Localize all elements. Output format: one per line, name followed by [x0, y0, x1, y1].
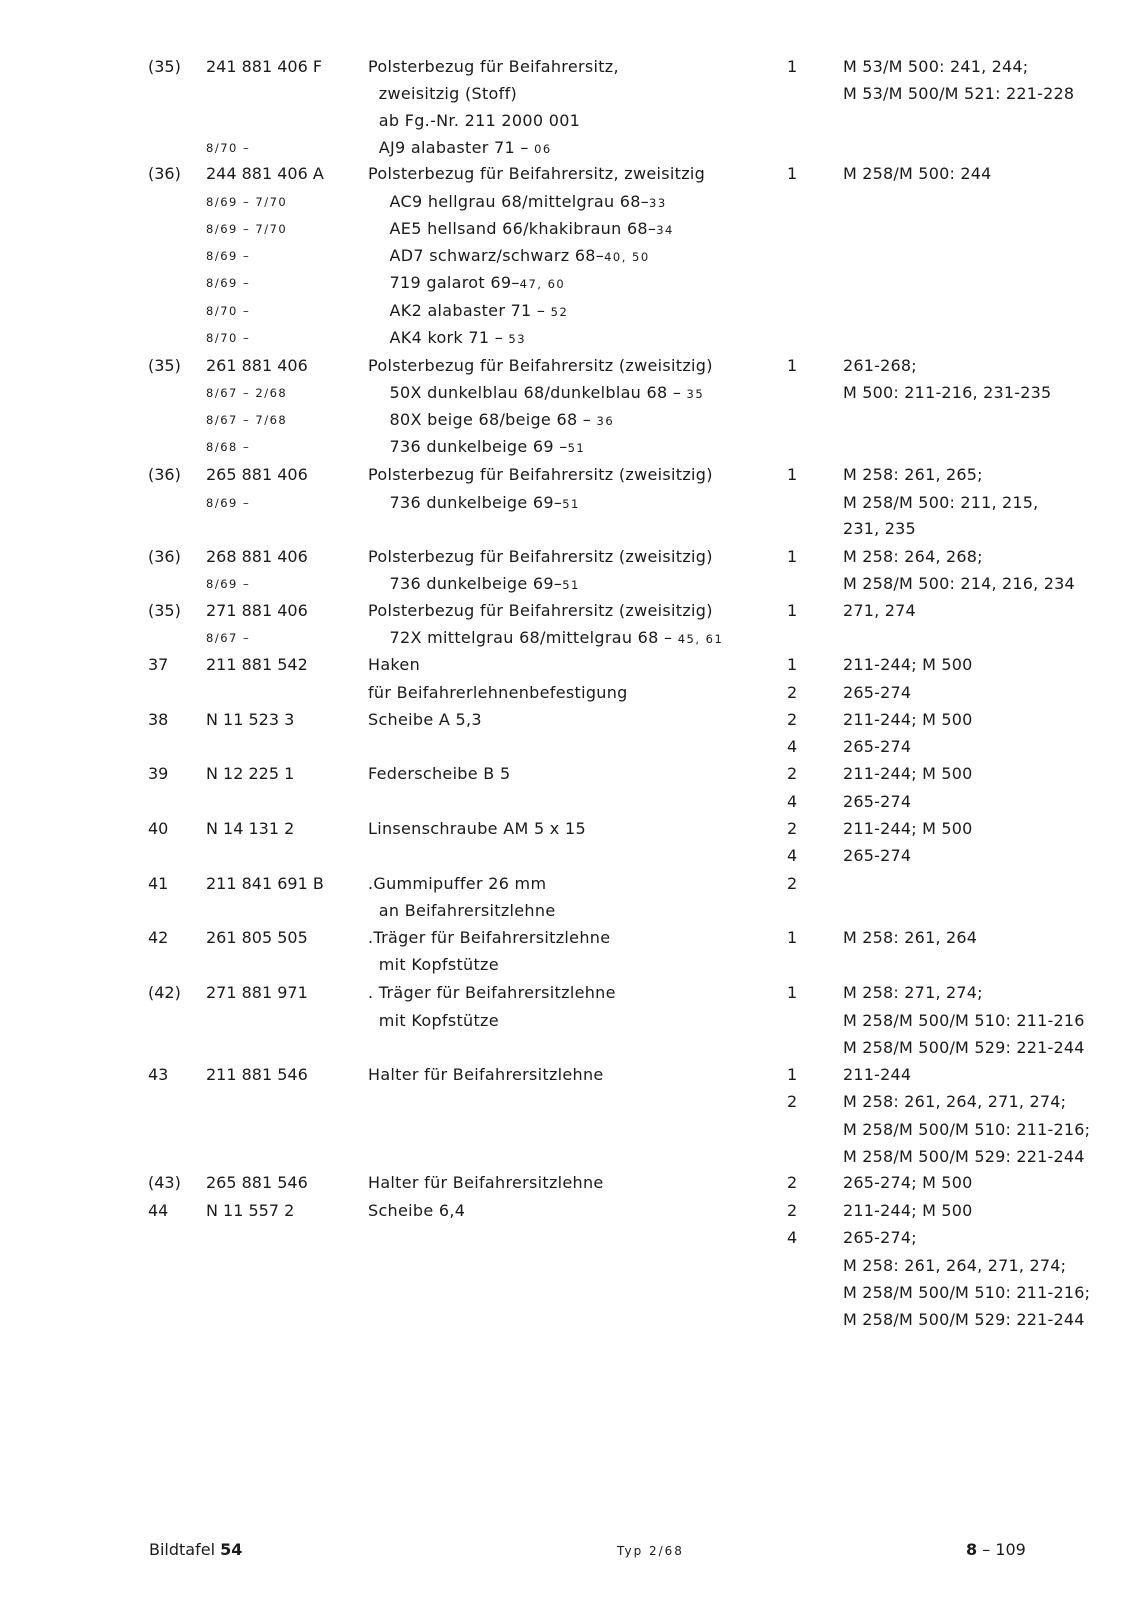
ref-number: (35): [148, 356, 181, 375]
table-row: [0, 1197, 1137, 1225]
part-number: 271 881 971: [206, 983, 308, 1002]
part-number: 211 881 546: [206, 1065, 308, 1084]
color-code: 51: [562, 497, 580, 511]
description: [368, 870, 546, 898]
description: [368, 297, 568, 326]
remark: 265-274: [843, 792, 912, 811]
quantity: 2: [787, 1092, 798, 1111]
description-text: Scheibe 6,4: [368, 1201, 466, 1220]
remark: 265-274; M 500: [843, 1173, 973, 1192]
description-text: Polsterbezug für Beifahrersitz (zweisitzig): [368, 547, 713, 566]
remark: 271, 274: [843, 601, 916, 620]
remark: 265-274: [843, 737, 912, 756]
color-code: 51: [567, 441, 586, 455]
description: [368, 706, 482, 734]
table-row: [0, 1306, 1137, 1334]
description-text: Polsterbezug für Beifahrersitz,: [368, 57, 619, 76]
description: [368, 188, 667, 217]
description-text: Federscheibe B 5: [368, 764, 511, 783]
page-separator: –: [977, 1540, 996, 1559]
remark: M 258: 264, 268;: [843, 547, 983, 566]
quantity: 1: [787, 57, 798, 76]
description-text: ab Fg.-Nr. 211 2000 001: [368, 111, 581, 130]
description: [368, 1007, 499, 1035]
description-text: 50X dunkelblau 68/dunkelblau 68 –: [368, 383, 687, 402]
validity-date: 8/69 –: [206, 577, 251, 591]
page-num: 109: [995, 1540, 1026, 1559]
ref-number: 39: [148, 764, 169, 783]
remark: 261-268;: [843, 356, 917, 375]
remark: M 258/M 500/M 510: 211-216;: [843, 1120, 1091, 1139]
remark: M 53/M 500/M 521: 221-228: [843, 84, 1075, 103]
remark: M 53/M 500: 241, 244;: [843, 57, 1029, 76]
remark: 211-244; M 500: [843, 764, 973, 783]
remark: M 258: 261, 264, 271, 274;: [843, 1092, 1067, 1111]
quantity: 1: [787, 1065, 798, 1084]
remark: M 258: 261, 265;: [843, 465, 983, 484]
description: [368, 134, 552, 163]
table-row: [0, 733, 1137, 761]
ref-number: (35): [148, 601, 181, 620]
description: [368, 679, 628, 707]
description-text: 736 dunkelbeige 69–: [368, 493, 563, 512]
ref-number: 43: [148, 1065, 169, 1084]
description: [368, 215, 674, 244]
remark: M 500: 211-216, 231-235: [843, 383, 1052, 402]
ref-number: (36): [148, 465, 181, 484]
table-row: [0, 924, 1137, 952]
quantity: 2: [787, 764, 798, 783]
table-row: [0, 1279, 1137, 1307]
description: [368, 624, 723, 653]
quantity: 2: [787, 683, 798, 702]
remark: M 258: 261, 264: [843, 928, 978, 947]
table-row: [0, 324, 1137, 352]
table-row: [0, 433, 1137, 461]
table-row: [0, 188, 1137, 216]
color-code: 06: [534, 142, 552, 156]
description-text: AC9 hellgrau 68/mittelgrau 68–: [368, 192, 650, 211]
table-row: [0, 406, 1137, 434]
table-row: [0, 53, 1137, 81]
table-row: [0, 870, 1137, 898]
ref-number: (43): [148, 1173, 181, 1192]
quantity: 4: [787, 737, 798, 756]
quantity: 2: [787, 1173, 798, 1192]
description-text: Halter für Beifahrersitzlehne: [368, 1065, 604, 1084]
table-row: [0, 1224, 1137, 1252]
description-text: Polsterbezug für Beifahrersitz (zweisitzig): [368, 601, 713, 620]
description: [368, 269, 565, 298]
part-number: 261 805 505: [206, 928, 308, 947]
remark: M 258/M 500: 214, 216, 234: [843, 574, 1075, 593]
quantity: 1: [787, 547, 798, 566]
description: [368, 1197, 465, 1225]
description-text: . Träger für Beifahrersitzlehne: [368, 983, 616, 1002]
table-row: [0, 788, 1137, 816]
table-row: [0, 379, 1137, 407]
table-row: [0, 951, 1137, 979]
page-number: [966, 1540, 1026, 1559]
color-code: 53: [508, 332, 527, 346]
quantity: 4: [787, 792, 798, 811]
table-row: [0, 706, 1137, 734]
quantity: 1: [787, 465, 798, 484]
type-label: Typ 2/68: [617, 1544, 684, 1558]
plate-label: Bildtafel: [149, 1540, 216, 1559]
description: [368, 597, 713, 625]
ref-number: 44: [148, 1201, 169, 1220]
description-text: zweisitzig (Stoff): [368, 84, 518, 103]
description: [368, 433, 585, 462]
validity-date: 8/70 –: [206, 331, 251, 345]
table-row: [0, 107, 1137, 135]
table-row: [0, 134, 1137, 162]
quantity: 1: [787, 655, 798, 674]
table-row: [0, 760, 1137, 788]
table-row: [0, 815, 1137, 843]
description-text: Linsenschraube AM 5 x 15: [368, 819, 586, 838]
part-number: N 14 131 2: [206, 819, 295, 838]
table-row: [0, 461, 1137, 489]
description: [368, 352, 713, 380]
quantity: 1: [787, 601, 798, 620]
color-code: 33: [649, 196, 667, 210]
description: [368, 160, 705, 188]
remark: M 258/M 500/M 529: 221-244: [843, 1310, 1085, 1329]
table-row: [0, 1143, 1137, 1171]
part-number: N 12 225 1: [206, 764, 295, 783]
description-text: Polsterbezug für Beifahrersitz (zweisitzig): [368, 465, 713, 484]
ref-number: (35): [148, 57, 181, 76]
description: [368, 461, 713, 489]
quantity: 1: [787, 164, 798, 183]
table-row: [0, 80, 1137, 108]
remark: 211-244; M 500: [843, 819, 973, 838]
remark: 231, 235: [843, 519, 916, 538]
table-row: [0, 515, 1137, 543]
description-text: .Träger für Beifahrersitzlehne: [368, 928, 611, 947]
part-number: 265 881 546: [206, 1173, 308, 1192]
page-section: 8: [966, 1540, 978, 1559]
quantity: 4: [787, 846, 798, 865]
remark: M 258/M 500: 244: [843, 164, 992, 183]
validity-date: 8/69 – 7/70: [206, 195, 288, 209]
description: [368, 1061, 604, 1089]
color-code: 51: [562, 578, 580, 592]
validity-date: 8/70 –: [206, 141, 251, 155]
description-text: Scheibe A 5,3: [368, 710, 482, 729]
table-row: [0, 1169, 1137, 1197]
remark: M 258/M 500/M 529: 221-244: [843, 1038, 1085, 1057]
validity-date: 8/67 – 2/68: [206, 386, 288, 400]
quantity: 1: [787, 356, 798, 375]
description: [368, 651, 420, 679]
remark: 211-244; M 500: [843, 655, 973, 674]
remark: 265-274: [843, 846, 912, 865]
ref-number: (36): [148, 547, 181, 566]
table-row: [0, 1088, 1137, 1116]
description-text: AK2 alabaster 71 –: [368, 301, 551, 320]
plate-reference: [149, 1540, 242, 1559]
table-row: [0, 570, 1137, 598]
plate-number: 54: [220, 1540, 243, 1559]
validity-date: 8/67 – 7/68: [206, 413, 288, 427]
table-row: [0, 842, 1137, 870]
description: [368, 543, 713, 571]
table-row: [0, 352, 1137, 380]
description: [368, 815, 586, 843]
part-number: 241 881 406 F: [206, 57, 323, 76]
description-text: für Beifahrerlehnenbefestigung: [368, 683, 628, 702]
description-text: 80X beige 68/beige 68 –: [368, 410, 597, 429]
ref-number: (42): [148, 983, 181, 1002]
color-code: 34: [656, 223, 674, 237]
table-row: [0, 979, 1137, 1007]
remark: 211-244; M 500: [843, 1201, 973, 1220]
color-code: 47, 60: [519, 277, 566, 291]
remark: M 258/M 500: 211, 215,: [843, 493, 1039, 512]
remark: M 258/M 500/M 510: 211-216;: [843, 1283, 1091, 1302]
table-row: [0, 297, 1137, 325]
color-code: 52: [550, 305, 569, 319]
description-text: Haken: [368, 655, 421, 674]
quantity: 2: [787, 1201, 798, 1220]
table-row: [0, 651, 1137, 679]
description: [368, 242, 650, 271]
part-number: N 11 523 3: [206, 710, 295, 729]
color-code: 35: [686, 387, 705, 401]
description-text: 719 galarot 69–: [368, 273, 520, 292]
description-text: 736 dunkelbeige 69–: [368, 574, 563, 593]
part-number: 268 881 406: [206, 547, 308, 566]
color-code: 36: [596, 414, 615, 428]
remark: M 258/M 500/M 510: 211-216: [843, 1011, 1085, 1030]
description: [368, 107, 580, 135]
color-code: 40, 50: [604, 250, 650, 264]
validity-date: 8/69 – 7/70: [206, 222, 288, 236]
quantity: 1: [787, 983, 798, 1002]
ref-number: 40: [148, 819, 169, 838]
description-text: an Beifahrersitzlehne: [368, 901, 556, 920]
part-number: 261 881 406: [206, 356, 308, 375]
table-row: [0, 1061, 1137, 1089]
table-row: [0, 597, 1137, 625]
description-text: AD7 schwarz/schwarz 68–: [368, 246, 605, 265]
remark: M 258: 261, 264, 271, 274;: [843, 1256, 1067, 1275]
validity-date: 8/69 –: [206, 496, 251, 510]
ref-number: 37: [148, 655, 169, 674]
quantity: 2: [787, 710, 798, 729]
table-row: [0, 1007, 1137, 1035]
description: [368, 760, 510, 788]
table-row: [0, 624, 1137, 652]
remark: M 258/M 500/M 529: 221-244: [843, 1147, 1085, 1166]
description-text: Polsterbezug für Beifahrersitz (zweisitzig): [368, 356, 713, 375]
description: [368, 924, 610, 952]
table-row: [0, 215, 1137, 243]
description: [368, 53, 619, 81]
validity-date: 8/67 –: [206, 631, 251, 645]
ref-number: 38: [148, 710, 169, 729]
quantity: 2: [787, 819, 798, 838]
description: [368, 489, 580, 518]
description: [368, 570, 580, 599]
quantity: 4: [787, 1228, 798, 1247]
table-row: [0, 489, 1137, 517]
remark: M 258: 271, 274;: [843, 983, 983, 1002]
table-row: [0, 1034, 1137, 1062]
table-row: [0, 897, 1137, 925]
description: [368, 951, 499, 979]
remark: 265-274;: [843, 1228, 917, 1247]
color-code: 45, 61: [677, 632, 724, 646]
table-row: [0, 160, 1137, 188]
validity-date: 8/70 –: [206, 304, 251, 318]
description: [368, 897, 555, 925]
table-row: [0, 242, 1137, 270]
table-row: [0, 269, 1137, 297]
description-text: Polsterbezug für Beifahrersitz, zweisitzig: [368, 164, 706, 183]
description-text: 72X mittelgrau 68/mittelgrau 68 –: [368, 628, 678, 647]
validity-date: 8/69 –: [206, 249, 251, 263]
ref-number: 41: [148, 874, 169, 893]
part-number: 265 881 406: [206, 465, 308, 484]
description: [368, 979, 616, 1007]
description-text: AJ9 alabaster 71 –: [368, 138, 535, 157]
table-row: [0, 1116, 1137, 1144]
description: [368, 324, 526, 353]
description-text: AE5 hellsand 66/khakibraun 68–: [368, 219, 657, 238]
description-text: mit Kopfstütze: [368, 1011, 499, 1030]
validity-date: 8/69 –: [206, 276, 251, 290]
description: [368, 1169, 604, 1197]
table-row: [0, 1252, 1137, 1280]
ref-number: (36): [148, 164, 181, 183]
part-number: 211 881 542: [206, 655, 308, 674]
description-text: mit Kopfstütze: [368, 955, 499, 974]
remark: 211-244; M 500: [843, 710, 973, 729]
table-row: [0, 543, 1137, 571]
description: [368, 379, 704, 408]
ref-number: 42: [148, 928, 169, 947]
description-text: AK4 kork 71 –: [368, 328, 509, 347]
part-number: 211 841 691 B: [206, 874, 324, 893]
description-text: .Gummipuffer 26 mm: [368, 874, 547, 893]
description: [368, 80, 517, 108]
quantity: 2: [787, 874, 798, 893]
description: [368, 406, 614, 435]
part-number: 244 881 406 A: [206, 164, 324, 183]
table-row: [0, 679, 1137, 707]
quantity: 1: [787, 928, 798, 947]
validity-date: 8/68 –: [206, 440, 251, 454]
part-number: 271 881 406: [206, 601, 308, 620]
remark: 265-274: [843, 683, 912, 702]
description-text: Halter für Beifahrersitzlehne: [368, 1173, 604, 1192]
remark: 211-244: [843, 1065, 912, 1084]
part-number: N 11 557 2: [206, 1201, 295, 1220]
description-text: 736 dunkelbeige 69 –: [368, 437, 568, 456]
